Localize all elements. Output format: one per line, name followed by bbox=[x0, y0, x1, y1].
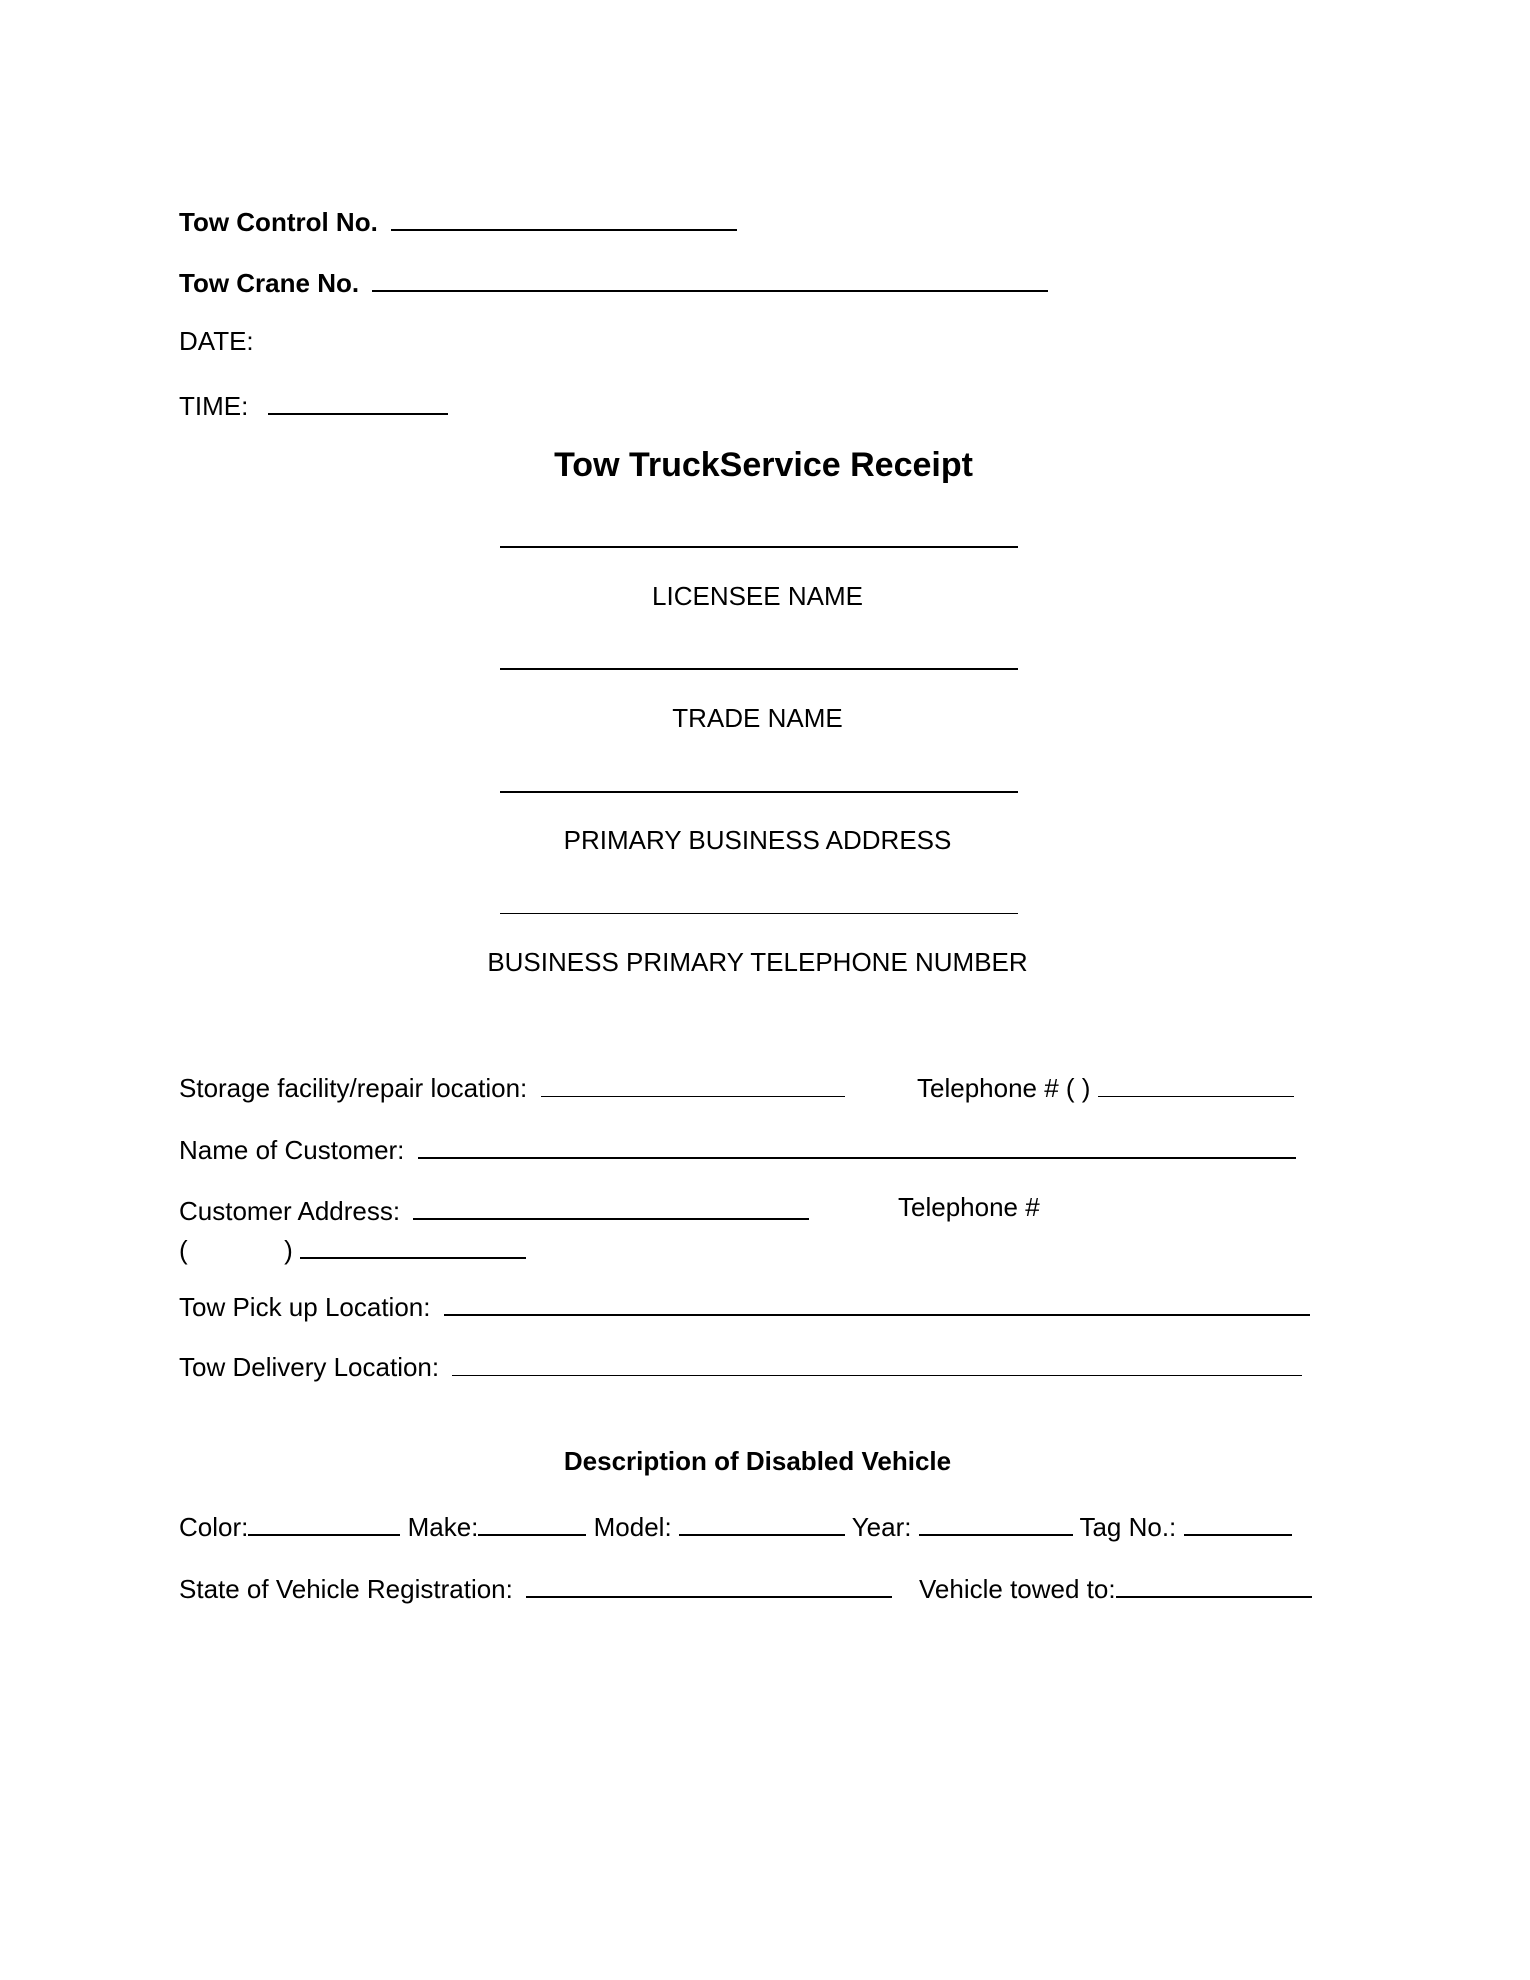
business-phone-label: BUSINESS PRIMARY TELEPHONE NUMBER bbox=[487, 947, 1028, 977]
trade-name-label: TRADE NAME bbox=[672, 703, 843, 733]
pickup-field[interactable] bbox=[444, 1288, 1310, 1316]
towed-to-field[interactable] bbox=[1116, 1570, 1312, 1598]
vehicle-heading: Description of Disabled Vehicle bbox=[563, 1446, 952, 1476]
customer-phone-field[interactable] bbox=[300, 1231, 526, 1259]
tag-field[interactable] bbox=[1184, 1508, 1292, 1536]
business-address-label: PRIMARY BUSINESS ADDRESS bbox=[563, 825, 952, 855]
customer-phone-label: Telephone # bbox=[898, 1192, 1040, 1222]
storage-label: Storage facility/repair location: bbox=[179, 1073, 528, 1103]
tow-control-field[interactable] bbox=[391, 203, 737, 231]
state-label: State of Vehicle Registration: bbox=[179, 1574, 513, 1604]
towed-to-row bbox=[919, 1570, 1312, 1604]
business-phone-line[interactable] bbox=[500, 913, 1018, 914]
date-row bbox=[179, 326, 254, 356]
color-field[interactable] bbox=[248, 1508, 400, 1536]
year-label: Year: bbox=[851, 1512, 912, 1542]
customer-name-row bbox=[179, 1131, 1296, 1165]
time-label: TIME: bbox=[179, 391, 249, 421]
tow-crane-field[interactable] bbox=[372, 264, 1048, 292]
customer-address-label: Customer Address: bbox=[179, 1196, 401, 1226]
make-field[interactable] bbox=[478, 1508, 586, 1536]
phone-paren-open: ( bbox=[179, 1235, 188, 1265]
storage-phone-label: Telephone # ( ) bbox=[917, 1073, 1091, 1103]
registration-row bbox=[179, 1570, 892, 1604]
customer-name-field[interactable] bbox=[418, 1131, 1296, 1159]
phone-paren-close: ) bbox=[284, 1235, 293, 1265]
storage-row bbox=[179, 1070, 845, 1103]
pickup-row bbox=[179, 1288, 1310, 1322]
make-label: Make: bbox=[407, 1512, 479, 1542]
storage-field[interactable] bbox=[541, 1070, 845, 1097]
customer-address-field[interactable] bbox=[413, 1192, 809, 1220]
customer-address-row bbox=[179, 1192, 809, 1226]
customer-name-label: Name of Customer: bbox=[179, 1135, 405, 1165]
tow-crane-label: Tow Crane No. bbox=[179, 268, 360, 298]
color-label: Color: bbox=[179, 1512, 249, 1542]
customer-phone-area-row bbox=[179, 1231, 526, 1265]
tow-control-label: Tow Control No. bbox=[179, 207, 378, 237]
customer-phone-row bbox=[898, 1192, 1040, 1222]
delivery-label: Tow Delivery Location: bbox=[179, 1352, 440, 1382]
storage-phone-field[interactable] bbox=[1098, 1070, 1294, 1097]
time-row bbox=[179, 387, 448, 421]
towed-to-label: Vehicle towed to: bbox=[919, 1574, 1116, 1604]
date-label: DATE: bbox=[179, 326, 254, 356]
page-title: Tow TruckService Receipt bbox=[554, 446, 973, 484]
licensee-name-label: LICENSEE NAME bbox=[652, 581, 863, 611]
model-field[interactable] bbox=[679, 1508, 845, 1536]
vehicle-details-row bbox=[179, 1508, 1292, 1542]
model-label: Model: bbox=[593, 1512, 672, 1542]
state-field[interactable] bbox=[526, 1570, 892, 1598]
storage-phone-row bbox=[917, 1070, 1294, 1103]
delivery-row bbox=[179, 1349, 1302, 1382]
delivery-field[interactable] bbox=[452, 1349, 1302, 1376]
tow-control-row bbox=[179, 203, 737, 237]
time-field[interactable] bbox=[268, 387, 448, 415]
business-address-line[interactable] bbox=[500, 791, 1018, 793]
licensee-name-line[interactable] bbox=[500, 546, 1018, 548]
tow-crane-row bbox=[179, 264, 1048, 298]
year-field[interactable] bbox=[919, 1508, 1073, 1536]
tag-label: Tag No.: bbox=[1079, 1512, 1177, 1542]
pickup-label: Tow Pick up Location: bbox=[179, 1292, 431, 1322]
trade-name-line[interactable] bbox=[500, 668, 1018, 670]
